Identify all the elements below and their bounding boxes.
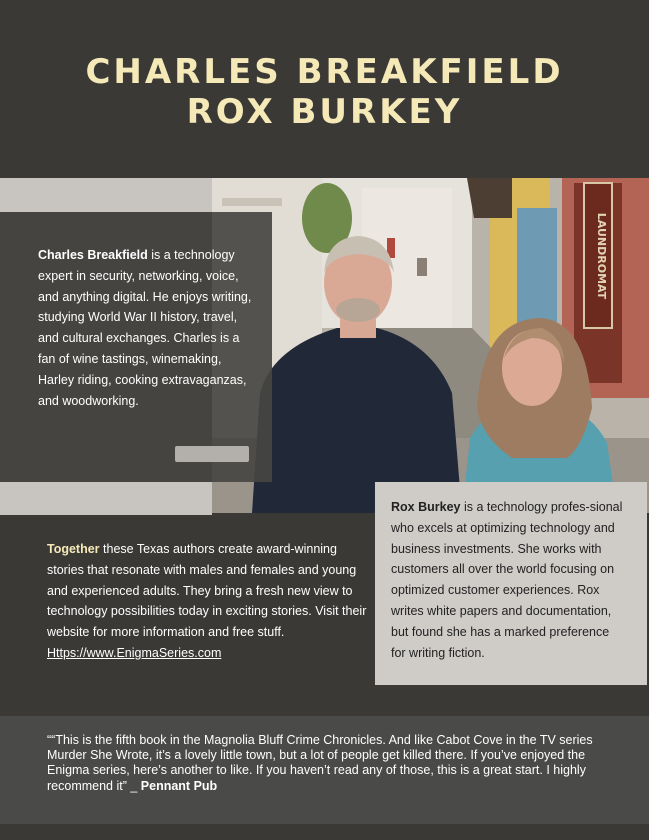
quote-text: ““This is the fifth book in the Magnolia Bluff Crime Chronicles. And like Cabot Cove in the TV series Murder She Wrote, it’s a lovely little town, but a lot of people get killed there. If you’ve enjoyed the Enigma series, here’s another to like. If you haven’t read any of those, this is a great start. I highly recommend it” _: [47, 733, 593, 793]
author-name-charles: CHARLES BREAKFIELD: [85, 52, 564, 92]
author-name-rox: ROX BURKEY: [186, 92, 463, 132]
laundromat-sign-text: LAUNDROMAT: [595, 212, 608, 300]
light-accent-bar-bottom: [0, 482, 212, 515]
rox-bio-text: is a technology profes-sional who excels at optimizing technology and business investments. She works with customers all over the world focusing on optimized customer experiences. Rox writes white papers and documentation, but found she has a marked preference for writing fiction.: [391, 500, 623, 660]
footer-band: [0, 824, 649, 840]
rox-bio: [391, 497, 626, 663]
together-text: these Texas authors create award-winning stories that resonate with males and females and young and experienced adults. They bring a fresh new view to technology possibilities today in exciting stories. Visit their website for more information and free stuff.: [47, 542, 367, 640]
charles-bio: [38, 245, 258, 411]
together-paragraph: [47, 539, 367, 664]
header-band: [0, 0, 649, 178]
rox-bio-name: Rox Burkey: [391, 500, 461, 514]
review-quote: [47, 733, 617, 794]
quote-source: Pennant Pub: [140, 778, 218, 793]
website-link[interactable]: Https://www.EnigmaSeries.com: [47, 645, 222, 660]
charles-bio-name: Charles Breakfield: [38, 248, 148, 262]
together-lead: Together: [47, 542, 100, 556]
authors-photo: [212, 178, 649, 513]
charles-bio-text: is a technology expert in security, networking, voice, and anything digital. He enjoys writing, studying World War II history, travel, and cultural exchanges. Charles is a fan of wine tastings, winemaking, Harley riding, cooking extravaganzas, and woodworking.: [38, 248, 252, 408]
light-accent-bar-top: [0, 178, 212, 212]
more-button[interactable]: [175, 446, 249, 462]
